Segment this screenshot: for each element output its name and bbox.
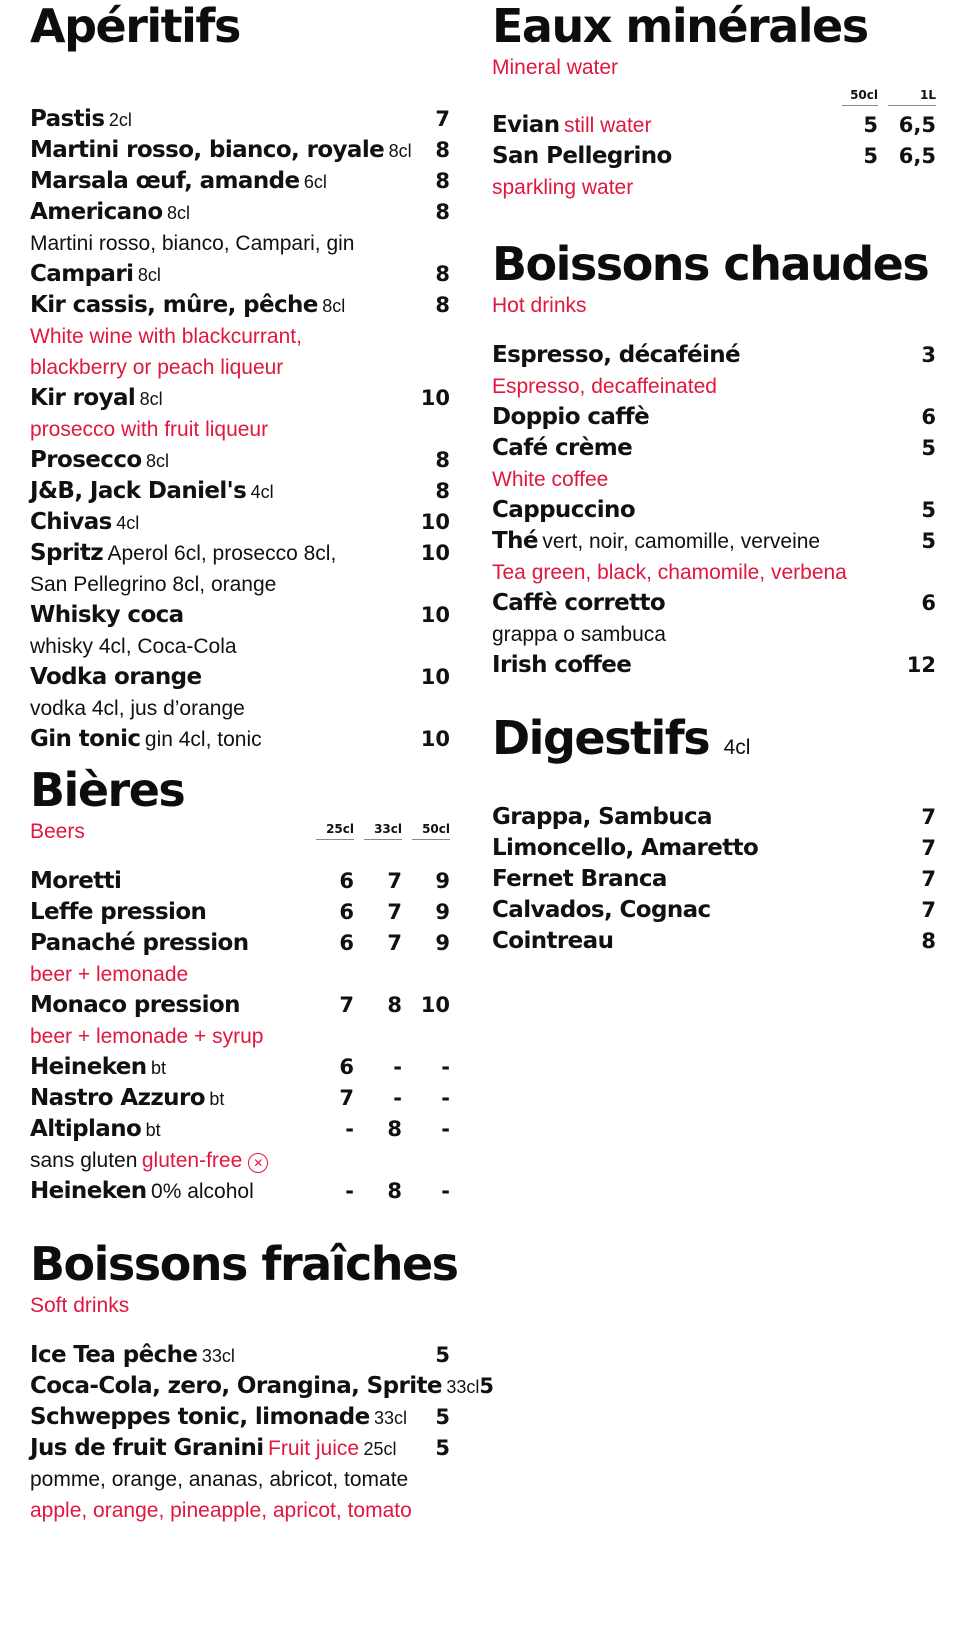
item-name: Kir cassis, mûre, pêche	[30, 292, 318, 318]
item-name: Vodka orange	[30, 664, 202, 690]
item-price: 6	[339, 869, 354, 893]
item-name: Heineken	[30, 1178, 147, 1204]
item-price: -	[441, 1117, 450, 1141]
item-prices	[306, 897, 450, 928]
menu-item	[30, 1371, 495, 1402]
item-detail: Aperol 6cl, prosecco 8cl,	[107, 542, 337, 565]
item-prices	[306, 1176, 450, 1207]
section-boissons-chaudes	[492, 236, 936, 681]
section-title: Eaux minérales	[492, 0, 868, 53]
item-name: Café crème	[492, 435, 633, 461]
item-description: Martini rosso, bianco, Campari, gin	[30, 232, 355, 255]
item-translation: still water	[563, 114, 652, 137]
item-price: 7	[387, 931, 402, 955]
menu-item	[492, 864, 936, 895]
item-translation: prosecco with fruit liqueur	[30, 418, 269, 441]
menu-item	[30, 259, 450, 290]
item-size: 33cl	[201, 1346, 235, 1366]
item-price: 6	[921, 591, 936, 615]
size-headers	[306, 816, 450, 840]
item-prices	[306, 1052, 450, 1083]
item-name: Whisky coca	[30, 602, 184, 628]
item-price: 5	[863, 144, 878, 168]
menu-item	[492, 588, 936, 619]
item-name: Cointreau	[492, 928, 614, 954]
item-price: 5	[863, 113, 878, 137]
menu-item	[492, 650, 936, 681]
item-price: 8	[387, 1179, 402, 1203]
item-note	[30, 693, 450, 724]
item-price: 10	[420, 541, 450, 565]
size-header: 50cl	[412, 822, 450, 840]
menu-item	[30, 724, 450, 755]
item-size: 8cl	[166, 203, 190, 223]
menu-item	[30, 897, 450, 928]
item-name: J&B, Jack Daniel's	[30, 478, 247, 504]
item-name: Americano	[30, 199, 163, 225]
item-name: Doppio caffè	[492, 404, 650, 430]
item-price: 7	[435, 107, 450, 131]
menu-item	[492, 926, 936, 957]
item-size: 2cl	[108, 110, 132, 130]
item-note	[30, 569, 450, 600]
item-name: Fernet Branca	[492, 866, 667, 892]
item-price: 5	[479, 1374, 495, 1398]
item-price: 9	[435, 931, 450, 955]
menu-item	[30, 290, 450, 321]
menu-item	[30, 928, 450, 959]
item-translation: White coffee	[492, 468, 609, 491]
menu-item	[30, 135, 450, 166]
item-price: 5	[921, 498, 936, 522]
item-name: Martini rosso, bianco, royale	[30, 137, 385, 163]
item-list	[492, 802, 936, 957]
item-translation: blackberry or peach liqueur	[30, 356, 284, 379]
item-size: 6cl	[303, 172, 327, 192]
item-name: Panaché pression	[30, 930, 249, 956]
item-price: 6	[339, 931, 354, 955]
item-description: whisky 4cl, Coca-Cola	[30, 635, 237, 658]
menu-item	[30, 1114, 450, 1145]
menu-item	[30, 1052, 450, 1083]
item-name: Prosecco	[30, 447, 142, 473]
section-title: Boissons chaudes	[492, 237, 929, 291]
item-note	[30, 1464, 450, 1495]
item-price: 9	[435, 900, 450, 924]
item-prices	[832, 141, 936, 172]
item-price: 6,5	[898, 113, 936, 137]
item-name: Grappa, Sambuca	[492, 804, 712, 830]
item-note	[30, 321, 450, 352]
menu-item	[30, 600, 450, 631]
item-name: Campari	[30, 261, 134, 287]
menu-item	[30, 445, 450, 476]
item-detail: vert, noir, camomille, verveine	[542, 530, 821, 553]
item-price: 8	[435, 262, 450, 286]
item-price: -	[345, 1179, 354, 1203]
item-note	[492, 371, 936, 402]
menu-item	[492, 110, 936, 141]
item-name: Schweppes tonic, limonade	[30, 1404, 370, 1430]
item-list	[30, 866, 450, 1207]
item-name: Jus de fruit Granini	[30, 1435, 264, 1461]
item-prices	[306, 866, 450, 897]
section-subtitle: Soft drinks	[30, 1294, 130, 1317]
item-price: -	[441, 1086, 450, 1110]
section-boissons-fraiches	[30, 1236, 495, 1526]
item-translation: White wine with blackcurrant,	[30, 325, 302, 348]
menu-item	[30, 507, 450, 538]
menu-item	[492, 895, 936, 926]
item-name: Monaco pression	[30, 992, 240, 1018]
section-subtitle: Hot drinks	[492, 294, 587, 317]
item-price: 7	[921, 867, 936, 891]
menu-item	[30, 990, 450, 1021]
item-note	[492, 464, 936, 495]
item-price: 9	[435, 869, 450, 893]
section-subtitle: Mineral water	[492, 56, 619, 79]
item-price: 10	[420, 510, 450, 534]
menu-item	[30, 476, 450, 507]
menu-item	[492, 526, 936, 557]
item-prices	[832, 110, 936, 141]
menu-item	[30, 866, 450, 897]
section-title: Boissons fraîches	[30, 1237, 458, 1291]
item-size: 8cl	[137, 265, 161, 285]
item-size: bt	[151, 1058, 167, 1078]
item-name: Ice Tea pêche	[30, 1342, 198, 1368]
item-price: 10	[420, 727, 450, 751]
item-size: bt	[209, 1089, 225, 1109]
item-note	[30, 1021, 450, 1052]
section-unit: 4cl	[723, 736, 751, 759]
item-description: San Pellegrino 8cl, orange	[30, 573, 277, 596]
section-title: Apéritifs	[30, 0, 240, 53]
menu-item	[30, 104, 450, 135]
section-bieres	[30, 762, 450, 1207]
section-title-text: Digestifs	[492, 711, 710, 765]
item-name: Evian	[492, 112, 560, 138]
item-translation: Fruit juice	[268, 1437, 360, 1460]
item-prices	[306, 990, 450, 1021]
item-size: 8cl	[322, 296, 346, 316]
item-description: sans gluten	[30, 1149, 138, 1172]
item-price: 10	[420, 603, 450, 627]
menu-item	[492, 340, 936, 371]
item-name: Calvados, Cognac	[492, 897, 711, 923]
item-price: -	[441, 1179, 450, 1203]
item-price: 5	[435, 1436, 450, 1460]
item-price: -	[441, 1055, 450, 1079]
item-prices	[306, 928, 450, 959]
gluten-free-icon: ✕	[248, 1153, 268, 1173]
menu-item	[492, 141, 936, 172]
menu-item	[30, 662, 450, 693]
item-translation: Tea green, black, chamomile, verbena	[492, 561, 847, 584]
item-price: 10	[420, 993, 450, 1017]
item-price: 5	[921, 436, 936, 460]
item-note	[30, 1495, 450, 1526]
section-title	[492, 710, 936, 776]
item-size: 4cl	[250, 482, 274, 502]
item-note	[30, 352, 450, 383]
item-size: 8cl	[388, 141, 412, 161]
menu-item	[30, 538, 450, 569]
menu-item	[30, 166, 450, 197]
item-detail: gin 4cl, tonic	[144, 728, 262, 751]
item-price: 8	[435, 138, 450, 162]
item-price: -	[393, 1086, 402, 1110]
item-name: Nastro Azzuro	[30, 1085, 205, 1111]
item-price: 10	[420, 386, 450, 410]
item-list	[30, 104, 450, 755]
item-translation: beer + lemonade	[30, 963, 189, 986]
item-size: 8cl	[139, 389, 163, 409]
item-translation: sparkling water	[492, 176, 634, 199]
item-prices	[306, 1083, 450, 1114]
item-name: Heineken	[30, 1054, 147, 1080]
section-subtitle: Beers	[30, 820, 85, 843]
menu-item	[492, 433, 936, 464]
menu-item	[30, 1083, 450, 1114]
menu-item	[30, 1176, 450, 1207]
item-description: vodka 4cl, jus d’orange	[30, 697, 245, 720]
item-price: 5	[435, 1343, 450, 1367]
item-translation: apple, orange, pineapple, apricot, tomato	[30, 1499, 412, 1522]
item-name: Chivas	[30, 509, 112, 535]
item-price: 3	[921, 343, 936, 367]
item-note	[30, 1145, 450, 1176]
section-eaux-minerales	[492, 0, 936, 203]
item-price: 6,5	[898, 144, 936, 168]
item-price: 7	[387, 900, 402, 924]
item-name: Kir royal	[30, 385, 136, 411]
item-list	[492, 110, 936, 203]
item-price: 6	[339, 1055, 354, 1079]
item-size: 25cl	[363, 1439, 397, 1459]
item-size: bt	[145, 1120, 161, 1140]
item-name: Marsala œuf, amande	[30, 168, 300, 194]
item-note	[30, 414, 450, 445]
item-name: Gin tonic	[30, 726, 141, 752]
menu-item	[492, 833, 936, 864]
menu-item	[492, 402, 936, 433]
item-price: 7	[921, 836, 936, 860]
item-name: Coca-Cola, zero, Orangina, Sprite	[30, 1373, 442, 1399]
menu-item	[30, 1433, 450, 1464]
item-list	[492, 340, 936, 681]
item-description: pomme, orange, ananas, abricot, tomate	[30, 1468, 409, 1491]
item-note	[30, 631, 450, 662]
item-note	[492, 557, 936, 588]
section-digestifs	[492, 710, 936, 957]
menu-item	[30, 1402, 450, 1433]
item-price: 5	[435, 1405, 450, 1429]
item-price: 7	[921, 898, 936, 922]
item-price: 7	[339, 993, 354, 1017]
item-name: Limoncello, Amaretto	[492, 835, 759, 861]
item-translation: Espresso, decaffeinated	[492, 375, 717, 398]
menu-item	[30, 1340, 450, 1371]
section-title: Bières	[30, 763, 185, 817]
size-header: 25cl	[316, 822, 354, 840]
size-header: 50cl	[842, 88, 878, 106]
item-name: Moretti	[30, 868, 122, 894]
menu-item	[492, 495, 936, 526]
menu-item	[30, 383, 450, 414]
item-price: 8	[435, 200, 450, 224]
item-name: Leffe pression	[30, 899, 207, 925]
size-headers	[492, 82, 936, 106]
item-price: 8	[435, 169, 450, 193]
item-translation: beer + lemonade + syrup	[30, 1025, 264, 1048]
item-price: 10	[420, 665, 450, 689]
item-price: 7	[339, 1086, 354, 1110]
item-price: 7	[387, 869, 402, 893]
item-price: 7	[921, 805, 936, 829]
item-note	[492, 619, 936, 650]
item-name: Caffè corretto	[492, 590, 666, 616]
item-name: Espresso, décaféiné	[492, 342, 741, 368]
item-detail: 0% alcohol	[151, 1180, 254, 1203]
item-price: -	[345, 1117, 354, 1141]
size-header: 33cl	[364, 822, 402, 840]
item-name: San Pellegrino	[492, 143, 672, 169]
item-price: 8	[921, 929, 936, 953]
menu-item	[30, 197, 450, 228]
item-translation: gluten-free	[141, 1149, 243, 1172]
item-name: Thé	[492, 528, 538, 554]
item-prices	[306, 1114, 450, 1145]
item-list	[30, 1340, 495, 1526]
item-note	[492, 172, 936, 203]
item-price: 8	[435, 448, 450, 472]
item-description: grappa o sambuca	[492, 623, 666, 646]
item-price: 6	[921, 405, 936, 429]
item-price: 8	[387, 993, 402, 1017]
item-price: 5	[921, 529, 936, 553]
item-price: 6	[339, 900, 354, 924]
item-size: 33cl	[446, 1377, 480, 1397]
size-header: 1L	[888, 88, 936, 106]
item-price: 8	[387, 1117, 402, 1141]
item-name: Pastis	[30, 106, 105, 132]
subtitle-row	[30, 820, 450, 844]
section-aperitifs	[30, 0, 450, 755]
item-price: 8	[435, 479, 450, 503]
item-name: Altiplano	[30, 1116, 142, 1142]
item-size: 4cl	[116, 513, 140, 533]
item-price: -	[393, 1055, 402, 1079]
item-price: 12	[906, 653, 936, 677]
item-size: 33cl	[374, 1408, 408, 1428]
item-price: 8	[435, 293, 450, 317]
item-note	[30, 959, 450, 990]
item-name: Spritz	[30, 540, 104, 566]
item-size: 8cl	[146, 451, 170, 471]
item-name: Cappuccino	[492, 497, 636, 523]
item-note	[30, 228, 450, 259]
menu-item	[492, 802, 936, 833]
item-name: Irish coffee	[492, 652, 632, 678]
